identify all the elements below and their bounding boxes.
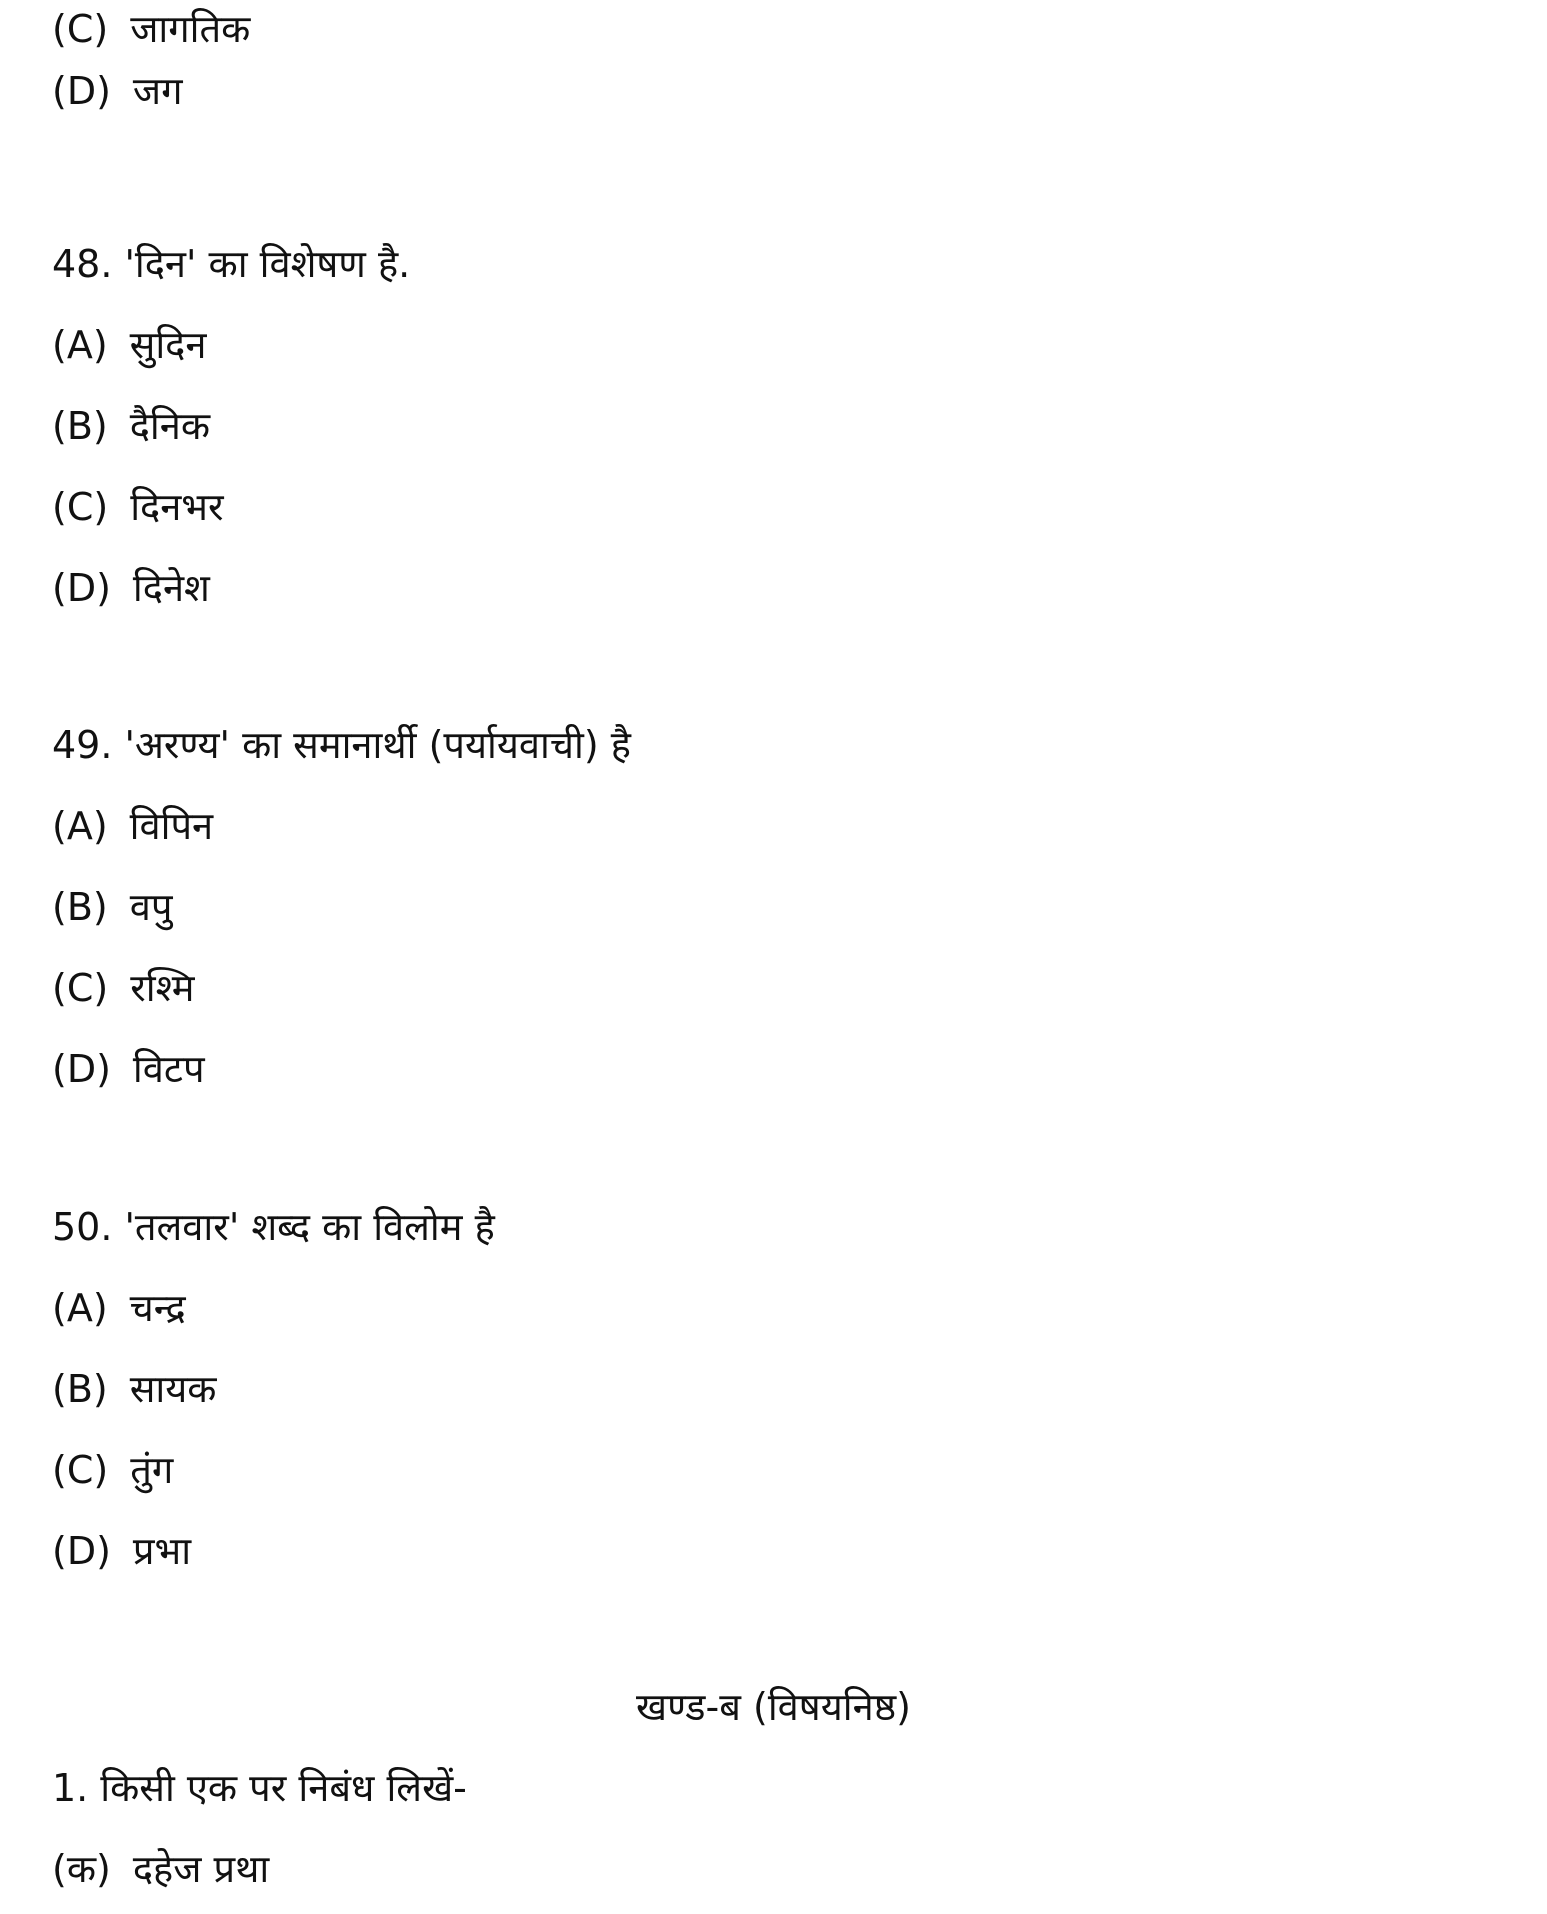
option-text: जग bbox=[132, 69, 183, 113]
question-48 bbox=[52, 239, 410, 289]
q50-option-a bbox=[52, 1283, 186, 1333]
q49-option-c bbox=[52, 963, 194, 1013]
section-title: खण्ड-ब (विषयनिष्ठ) bbox=[636, 1685, 911, 1729]
option-text: प्रभा bbox=[132, 1529, 192, 1573]
question-text: किसी एक पर निबंध लिखें- bbox=[100, 1766, 467, 1810]
option-label: (A) bbox=[52, 804, 108, 848]
option-label: (C) bbox=[52, 966, 109, 1010]
option-label: (C) bbox=[52, 485, 109, 529]
question-number: 49. bbox=[52, 723, 113, 767]
option-text: सुदिन bbox=[129, 323, 207, 367]
option-label: (B) bbox=[52, 885, 108, 929]
option-text: चन्द्र bbox=[129, 1286, 186, 1330]
q50-option-b bbox=[52, 1364, 217, 1414]
question-text: 'अरण्य' का समानार्थी (पर्यायवाची) है bbox=[124, 723, 631, 767]
question-number: 50. bbox=[52, 1205, 113, 1249]
question-number: 1. bbox=[52, 1766, 89, 1810]
q48-option-a bbox=[52, 320, 206, 370]
option-text: दिनभर bbox=[130, 485, 224, 529]
option-text: रश्मि bbox=[130, 966, 195, 1010]
option-text: दैनिक bbox=[129, 404, 211, 448]
q48-option-d bbox=[52, 563, 210, 613]
q49-option-b bbox=[52, 882, 172, 932]
option-label: (B) bbox=[52, 404, 108, 448]
q50-option-d bbox=[52, 1526, 191, 1576]
option-label: (C) bbox=[52, 7, 109, 51]
question-49 bbox=[52, 720, 631, 770]
question-number: 48. bbox=[52, 242, 113, 286]
option-label: (D) bbox=[52, 566, 111, 610]
option-label: (D) bbox=[52, 1047, 111, 1091]
option-c-prev bbox=[52, 4, 250, 54]
q49-option-a bbox=[52, 801, 213, 851]
option-text: वपु bbox=[129, 885, 173, 929]
option-label: (D) bbox=[52, 69, 111, 113]
option-label: (क) bbox=[52, 1847, 111, 1891]
q48-option-b bbox=[52, 401, 210, 451]
question-50 bbox=[52, 1202, 495, 1252]
option-d-prev bbox=[52, 66, 183, 116]
option-text: दिनेश bbox=[132, 566, 210, 610]
option-text: विपिन bbox=[129, 804, 214, 848]
q48-option-c bbox=[52, 482, 224, 532]
option-text: तुंग bbox=[130, 1448, 174, 1492]
option-label: (D) bbox=[52, 1529, 111, 1573]
option-label: (B) bbox=[52, 1367, 108, 1411]
q50-option-c bbox=[52, 1445, 173, 1495]
option-label: (A) bbox=[52, 1286, 108, 1330]
subjective-option-ka bbox=[52, 1844, 269, 1894]
question-text: 'तलवार' शब्द का विलोम है bbox=[124, 1205, 495, 1249]
option-label: (A) bbox=[52, 323, 108, 367]
q49-option-d bbox=[52, 1044, 205, 1094]
option-text: दहेज प्रथा bbox=[132, 1847, 270, 1891]
option-text: विटप bbox=[132, 1047, 205, 1091]
option-label: (C) bbox=[52, 1448, 109, 1492]
option-text: जागतिक bbox=[130, 7, 251, 51]
question-text: 'दिन' का विशेषण है. bbox=[124, 242, 411, 286]
option-text: सायक bbox=[129, 1367, 217, 1411]
subjective-question-1 bbox=[52, 1763, 467, 1813]
